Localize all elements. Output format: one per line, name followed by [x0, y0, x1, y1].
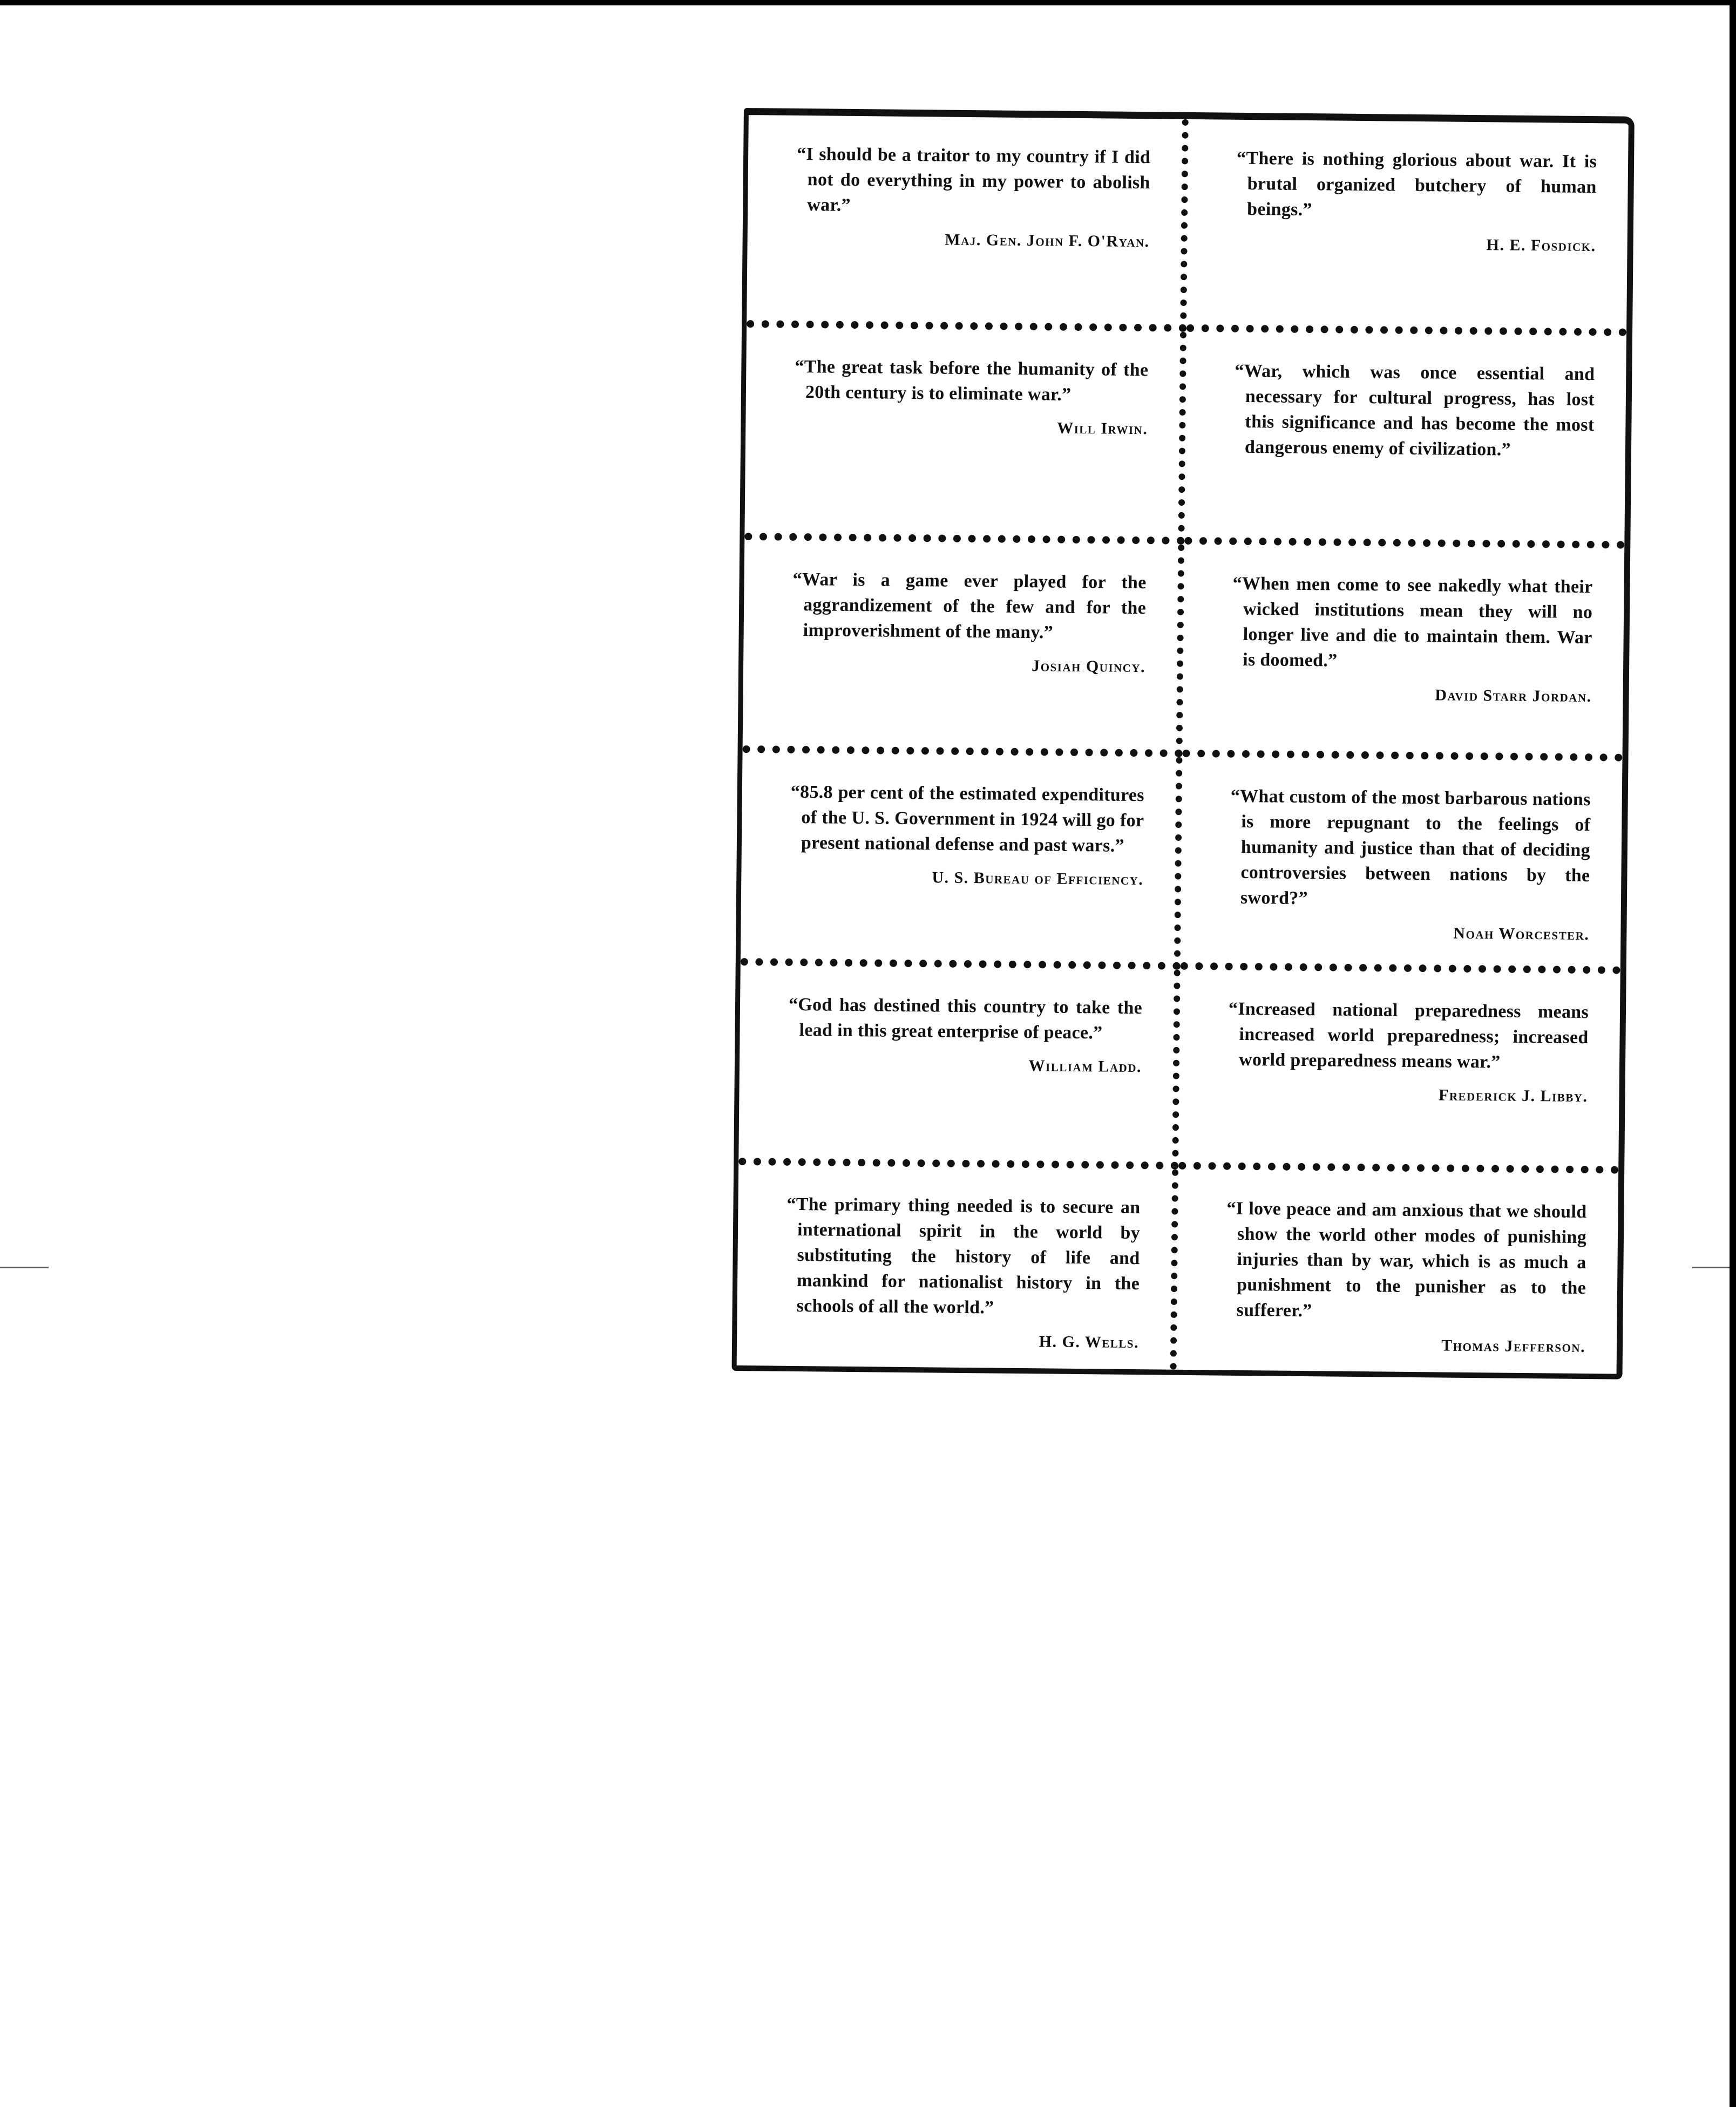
- quote-card: [738, 966, 1181, 1170]
- quote-text: “I should be a traitor to my country if I did not do everything in my power to abolish war.”: [797, 144, 1151, 215]
- quote-card: [1177, 1170, 1619, 1374]
- quote-author: Frederick J. Libby.: [1438, 1085, 1588, 1105]
- quote-card: [1181, 757, 1623, 974]
- quote-author: Thomas Jefferson.: [1441, 1336, 1586, 1356]
- quote-author: William Ladd.: [1028, 1056, 1142, 1076]
- quote-text: “War is a game ever played for the aggrandizement of the few and for the improverishment of the many.”: [792, 569, 1147, 643]
- quote-card: [1182, 545, 1624, 762]
- quote-author: Maj. Gen. John F. O'Ryan.: [945, 230, 1150, 251]
- quote-author: Josiah Quincy.: [1032, 656, 1146, 676]
- quote-card: [744, 328, 1186, 545]
- quote-author: H. G. Wells.: [1039, 1333, 1140, 1352]
- quote-author: U. S. Bureau of Efficiency.: [932, 868, 1144, 888]
- quote-card: [743, 540, 1185, 757]
- quote-text: “The great task before the humanity of the 20th century is to eliminate war.”: [795, 356, 1149, 405]
- quote-author: Will Irwin.: [1057, 419, 1148, 438]
- scan-mark-right: [1692, 1267, 1730, 1268]
- scan-mark-left: [0, 1267, 49, 1268]
- scan-edge-right: [1730, 0, 1736, 2107]
- quote-text: “War, which was once essential and necessary for cultural progress, has lost this significance and has become the most dangerous enemy of civilization.”: [1235, 361, 1595, 460]
- quote-card: [1184, 332, 1626, 549]
- quote-grid: [737, 115, 1629, 1374]
- quote-author: H. E. Fosdick.: [1486, 236, 1596, 255]
- stamp-sheet: [732, 108, 1635, 1379]
- quote-text: “I love peace and am anxious that we should show the world other modes of punishing injuries than by war, which is as much a punishment to the punisher as to the sufferer.”: [1226, 1198, 1587, 1321]
- quote-card: [1186, 119, 1629, 336]
- quote-text: “When men come to see nakedly what their wicked institutions mean they will no longer live and die to maintain them. War is doomed.”: [1232, 573, 1593, 671]
- quote-text: “85.8 per cent of the estimated expenditures of the U. S. Government in 1924 will go for present national defense and past wars.”: [790, 781, 1144, 856]
- quote-author: [1234, 472, 1594, 475]
- quote-text: “God has destined this country to take the lead in this great enterprise of peace.”: [788, 994, 1143, 1043]
- quote-author: David Starr Jordan.: [1435, 686, 1592, 705]
- quote-text: “The primary thing needed is to secure an international spirit in the world by substituting the history of life and mankind for nationalist history in the schools of all the world.”: [786, 1194, 1141, 1318]
- quote-text: “Increased national preparedness means increased world preparedness; increased world preparedness means war.”: [1228, 998, 1589, 1072]
- quote-text: “What custom of the most barbarous nations is more repugnant to the feelings of humanity and justice than that of deciding controversies between nations by the sword?”: [1230, 786, 1591, 908]
- quote-card: [737, 1165, 1179, 1370]
- quote-card: [741, 753, 1183, 970]
- scan-edge-top: [0, 0, 1736, 5]
- quote-card: [1178, 969, 1620, 1174]
- quote-card: [747, 115, 1189, 332]
- quote-text: “There is nothing glorious about war. It is brutal organized butchery of human beings.”: [1236, 148, 1597, 220]
- quote-author: Noah Worcester.: [1453, 924, 1590, 943]
